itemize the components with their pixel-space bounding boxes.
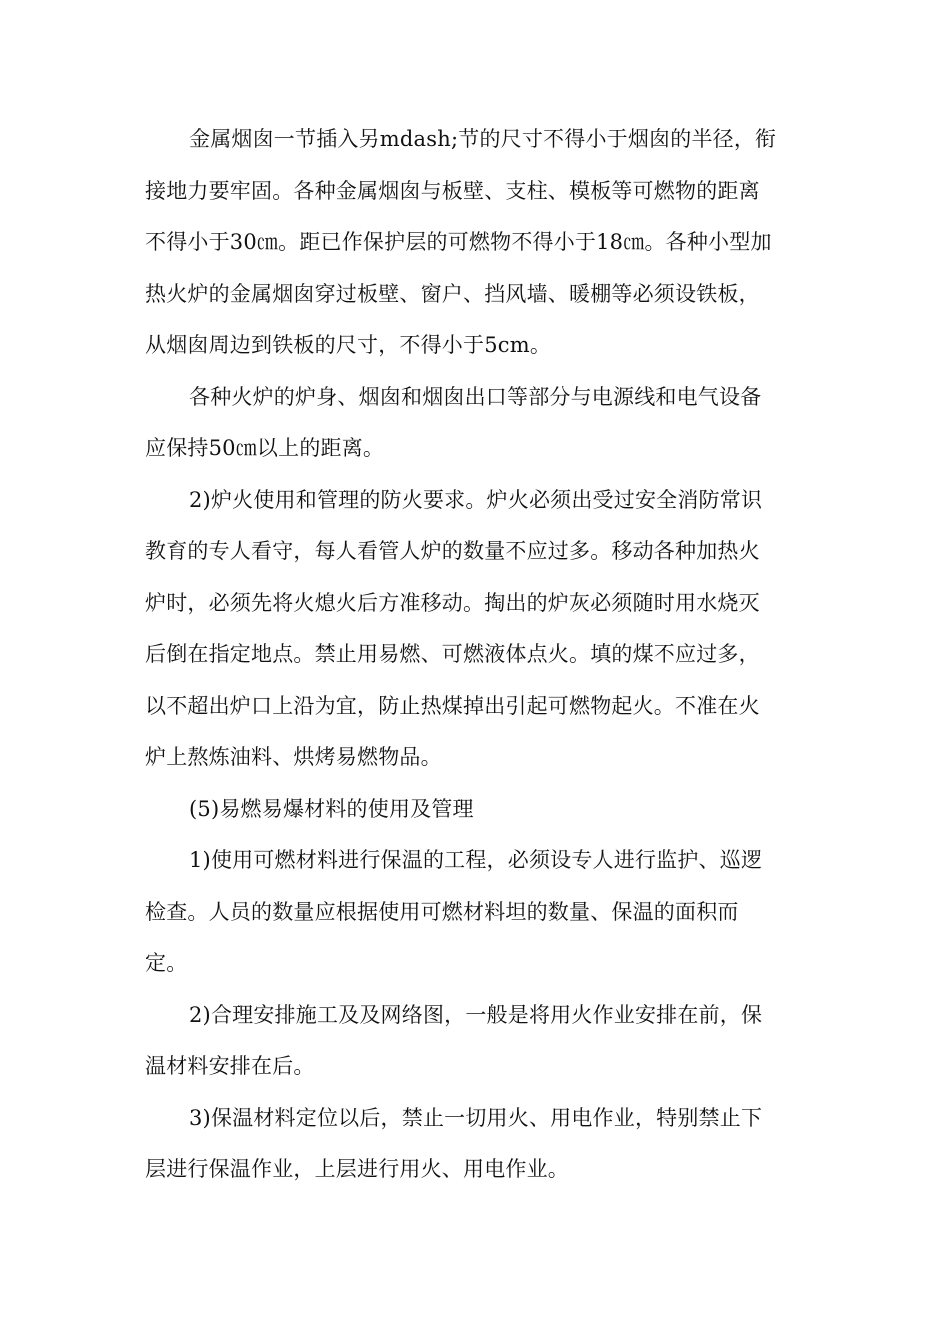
text-line: 接地力要牢固。各种金属烟囱与板壁、支柱、模板等可燃物的距离 bbox=[145, 178, 760, 203]
text-line: 炉时，必须先将火熄火后方准移动。掏出的炉灰必须随时用水烧灭 bbox=[145, 590, 760, 615]
text-line: 温材料安排在后。 bbox=[145, 1054, 315, 1078]
text-line: 教育的专人看守，每人看管人炉的数量不应过多。移动各种加热火 bbox=[145, 539, 760, 563]
text-line: 2)合理安排施工及及网络图，一般是将用火作业安排在前，保 bbox=[189, 1002, 763, 1027]
text-line: (5)易燃易爆材料的使用及管理 bbox=[189, 796, 474, 821]
text-line: 层进行保温作业，上层进行用火、用电作业。 bbox=[145, 1157, 569, 1181]
text-line: 定。 bbox=[145, 951, 188, 975]
text-line: 不得小于30㎝。距已作保护层的可燃物不得小于18㎝。各种小型加 bbox=[145, 230, 772, 254]
text-line: 热火炉的金属烟囱穿过板壁、窗户、挡风墙、暖棚等必须设铁板， bbox=[145, 281, 760, 306]
section-heading-flammable-materials bbox=[145, 784, 805, 836]
text-line: 检查。人员的数量应根据使用可燃材料坦的数量、保温的面积而 bbox=[145, 899, 739, 924]
text-line: 后倒在指定地点。禁止用易燃、可燃液体点火。填的煤不应过多， bbox=[145, 642, 760, 666]
text-line: 从烟囱周边到铁板的尺寸，不得小于5cm。 bbox=[145, 333, 552, 357]
text-line: 以不超出炉口上沿为宜，防止热煤掉出引起可燃物起火。不准在火 bbox=[145, 693, 760, 718]
text-line: 炉上熬炼油料、烘烤易燃物品。 bbox=[145, 745, 442, 769]
text-line: 3)保温材料定位以后，禁止一切用火、用电作业，特别禁止下 bbox=[189, 1105, 763, 1130]
text-line: 金属烟囱一节插入另mdash;节的尺寸不得小于烟囱的半径，衔 bbox=[189, 127, 777, 151]
paragraph-stove-distance bbox=[145, 372, 805, 475]
paragraph-insulation-monitoring bbox=[145, 835, 805, 990]
text-line: 2)炉火使用和管理的防火要求。炉火必须出受过安全消防常识 bbox=[189, 487, 763, 512]
text-line: 各种火炉的炉身、烟囱和烟囱出口等部分与电源线和电气设备 bbox=[189, 384, 762, 409]
paragraph-fire-management bbox=[145, 475, 805, 784]
paragraph-chimney-insertion bbox=[145, 114, 805, 372]
document-body bbox=[145, 114, 805, 1196]
text-line: 1)使用可燃材料进行保温的工程，必须设专人进行监护、巡逻 bbox=[189, 848, 763, 872]
text-line: 应保持50㎝以上的距离。 bbox=[145, 436, 385, 460]
paragraph-construction-schedule bbox=[145, 990, 805, 1093]
paragraph-post-insulation-rules bbox=[145, 1093, 805, 1196]
